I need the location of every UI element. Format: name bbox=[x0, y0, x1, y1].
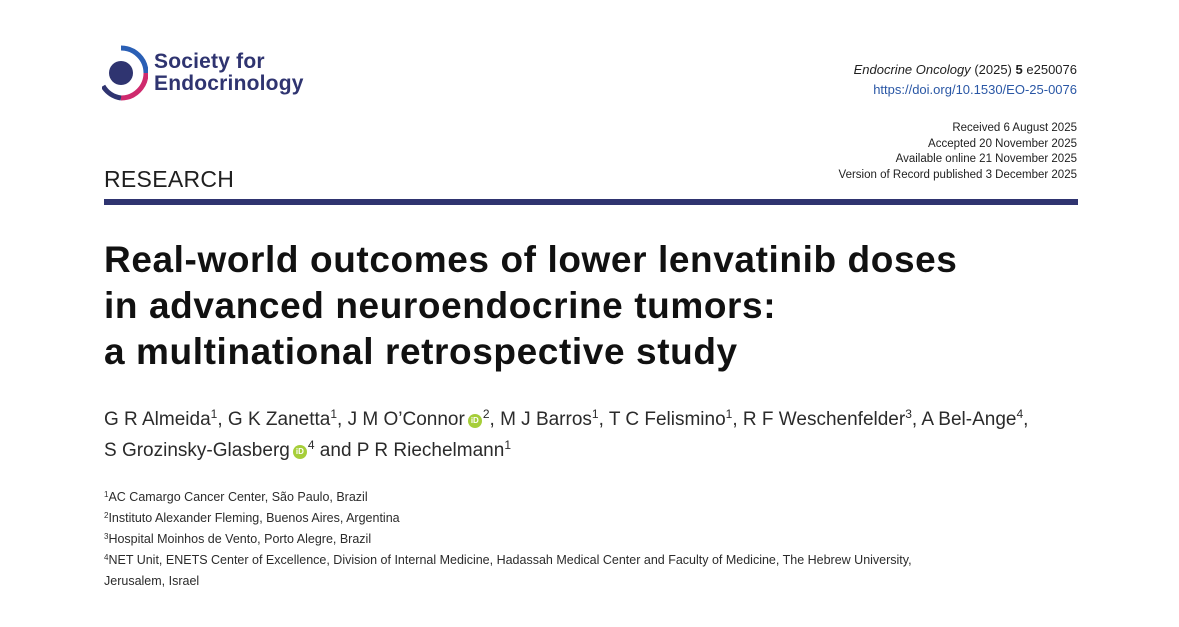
date-version-of-record: Version of Record published 3 December 2025 bbox=[838, 168, 1077, 181]
author-affiliation-number: 3 bbox=[905, 407, 912, 421]
affiliation-text: Hospital Moinhos de Vento, Porto Alegre, Brazil bbox=[108, 532, 372, 546]
author-affiliation-number: 1 bbox=[210, 407, 218, 421]
author-separator: , bbox=[337, 409, 348, 430]
author-name: R F Weschenfelder bbox=[742, 409, 906, 430]
author-affiliation-number: 4 bbox=[1016, 407, 1024, 421]
article-title bbox=[104, 237, 1084, 375]
author-affiliation-number: 1 bbox=[504, 438, 511, 452]
affiliation-text: Instituto Alexander Fleming, Buenos Aires, Argentina bbox=[108, 511, 400, 525]
author bbox=[104, 409, 217, 430]
affiliation-item bbox=[104, 508, 1064, 529]
title-line-3: a multinational retrospective study bbox=[104, 331, 738, 372]
affiliation-line bbox=[104, 529, 1064, 550]
affiliation-number: 4 bbox=[104, 553, 109, 562]
author-list bbox=[104, 404, 1094, 466]
author bbox=[743, 409, 912, 430]
affiliation-list bbox=[104, 487, 1064, 592]
title-line-1: Real-world outcomes of lower lenvatinib doses bbox=[104, 239, 958, 280]
author-affiliation-number: 1 bbox=[330, 407, 338, 421]
author-separator: and bbox=[314, 440, 357, 461]
author-affiliation-number: 2 bbox=[482, 407, 490, 421]
logo-line-2: Endocrinology bbox=[154, 72, 304, 95]
society-logo-icon bbox=[102, 42, 148, 104]
citation-block bbox=[854, 60, 1077, 100]
author-affiliation-number: 1 bbox=[725, 407, 733, 421]
author-affiliation-number: 1 bbox=[591, 407, 599, 421]
affiliation-number: 3 bbox=[104, 532, 109, 541]
author-name: G K Zanetta bbox=[227, 409, 331, 430]
header-rule bbox=[104, 199, 1078, 205]
author bbox=[228, 409, 337, 430]
author-separator: , bbox=[911, 409, 922, 430]
affiliation-item bbox=[104, 487, 1064, 508]
author-name: S Grozinsky-Glasberg bbox=[104, 440, 290, 461]
citation-article: e250076 bbox=[1026, 62, 1077, 77]
publication-dates bbox=[839, 121, 1077, 183]
affiliation-item bbox=[104, 529, 1064, 550]
author-name: P R Riechelmann bbox=[356, 440, 505, 461]
citation-year: (2025) bbox=[974, 62, 1012, 77]
author-line-1 bbox=[104, 404, 1094, 435]
title-line-2: in advanced neuroendocrine tumors: bbox=[104, 285, 777, 326]
author-name: J M O’Connor bbox=[347, 409, 465, 430]
affiliation-number: 2 bbox=[104, 511, 109, 520]
section-label: RESEARCH bbox=[104, 166, 235, 192]
society-logo bbox=[102, 42, 304, 104]
affiliation-item bbox=[104, 550, 1064, 592]
affiliation-text: Jerusalem, Israel bbox=[104, 574, 200, 588]
author-name: T C Felismino bbox=[608, 409, 726, 430]
author bbox=[921, 409, 1023, 430]
author bbox=[348, 409, 490, 430]
doi-link[interactable]: https://doi.org/10.1530/EO-25-0076 bbox=[873, 82, 1077, 97]
orcid-icon[interactable]: iD bbox=[468, 414, 482, 428]
affiliation-line bbox=[104, 550, 1064, 571]
author-name: M J Barros bbox=[500, 409, 592, 430]
affiliation-text: NET Unit, ENETS Center of Excellence, Division of Internal Medicine, Hadassah Medical Center and Faculty of Medicine, The Hebrew University, bbox=[108, 553, 912, 567]
author-name: A Bel-Ange bbox=[921, 409, 1017, 430]
author bbox=[357, 440, 511, 461]
author bbox=[104, 440, 315, 461]
author-separator: , bbox=[489, 409, 501, 430]
author-separator: , bbox=[732, 409, 743, 430]
affiliation-line bbox=[104, 487, 1064, 508]
citation-line bbox=[854, 60, 1077, 80]
affiliation-line bbox=[104, 508, 1064, 529]
author bbox=[500, 409, 599, 430]
author-separator: , bbox=[598, 409, 609, 430]
author-name: G R Almeida bbox=[104, 409, 211, 430]
affiliation-text: AC Camargo Cancer Center, São Paulo, Brazil bbox=[108, 490, 368, 504]
author-separator: , bbox=[217, 409, 228, 430]
author bbox=[609, 409, 733, 430]
date-accepted: Accepted 20 November 2025 bbox=[928, 137, 1077, 150]
author-affiliation-number: 4 bbox=[307, 438, 315, 452]
date-online: Available online 21 November 2025 bbox=[895, 153, 1077, 165]
citation-volume: 5 bbox=[1015, 62, 1023, 77]
author-separator: , bbox=[1023, 409, 1029, 430]
logo-line-1: Society for bbox=[154, 50, 265, 73]
affiliation-number: 1 bbox=[104, 490, 109, 499]
journal-name: Endocrine Oncology bbox=[853, 62, 971, 77]
affiliation-line bbox=[104, 571, 1064, 592]
date-received: Received 6 August 2025 bbox=[952, 122, 1077, 134]
orcid-icon[interactable]: iD bbox=[293, 445, 307, 459]
author-line-2 bbox=[104, 435, 1094, 466]
